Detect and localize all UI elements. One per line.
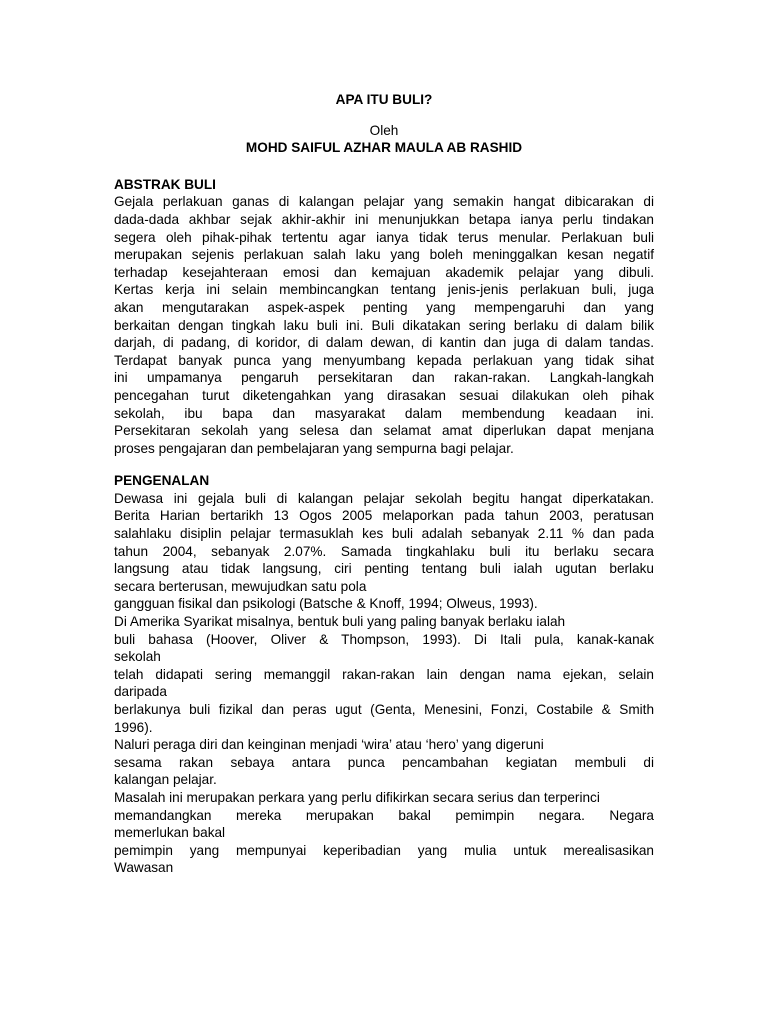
text-line: pencegahan turut diketengahkan yang dirasakan sesuai dilakukan oleh pihak [114,387,654,403]
text-line: dada-dada akhbar sejak akhir-akhir ini menunjukkan betapa ianya perlu tindakan [114,211,654,227]
text-line: sesama rakan sebaya antara punca pencambahan kegiatan membuli di [114,754,654,770]
text-line: Naluri peraga diri dan keinginan menjadi ‘wira’ atau ‘hero’ yang digeruni [114,737,544,753]
text-line: terhadap kesejahteraan emosi dan kemajuan akademik pelajar yang dibuli. [114,264,654,280]
abstract-paragraph [114,193,654,457]
text-line: langsung atau tidak langsung, ciri penting tentang buli ialah ugutan berlaku [114,561,654,577]
text-line: Terdapat banyak punca yang menyumbang kepada perlakuan yang tidak sihat [114,352,654,368]
byline: Oleh [369,122,399,138]
text-line: berkaitan dengan tingkah laku buli ini. Buli dikatakan sering berlaku di dalam bilik [114,317,654,333]
section-heading-abstract: ABSTRAK BULI [114,176,216,192]
text-line: berlakunya buli fizikal dan peras ugut (Genta, Menesini, Fonzi, Costabile & Smith [114,702,654,717]
text-line: Berita Harian bertarikh 13 Ogos 2005 melaporkan pada tahun 2003, peratusan [114,508,654,524]
text-line: memandangkan mereka merupakan bakal pemimpin negara. Negara [114,807,654,823]
text-line: sekolah, ibu bapa dan masyarakat dalam membendung keadaan ini. [114,405,654,421]
text-line: ini umpamanya pengaruh persekitaran dan rakan-rakan. Langkah-langkah [114,370,654,386]
text-line: Masalah ini merupakan perkara yang perlu difikirkan secara serius dan terperinci [114,789,600,805]
author-name: MOHD SAIFUL AZHAR MAULA AB RASHID [245,140,523,156]
text-line: Dewasa ini gejala buli di kalangan pelajar sekolah begitu hangat diperkatakan. [114,490,654,506]
section-introduction [114,472,654,877]
text-line: gangguan fisikal dan psikologi (Batsche & Knoff, 1994; Olweus, 1993). [114,596,538,612]
text-line: memerlukan bakal [114,825,226,841]
text-line: telah didapati sering memanggil rakan-rakan lain dengan nama ejekan, selain [114,666,654,682]
text-line: daripada [114,684,167,700]
text-line: Kertas kerja ini selain membincangkan tentang jenis-jenis perlakuan buli, juga [114,282,654,298]
text-line: pemimpin yang mempunyai keperibadian yang mulia untuk merealisasikan [114,842,654,858]
text-line: 1996). [114,719,153,735]
document-title: APA ITU BULI? [335,92,433,107]
text-line: sekolah [114,649,161,665]
document-content [114,91,654,892]
text-line: secara berterusan, mewujudkan satu pola [114,578,367,594]
text-line: proses pengajaran dan pembelajaran yang sempurna bagi pelajar. [114,440,514,456]
text-line: Persekitaran sekolah yang selesa dan selamat amat diperlukan dapat menjana [114,423,654,439]
section-abstract [114,176,654,458]
text-line: tahun 2004, sebanyak 2.07%. Samada tingkahlaku buli itu berlaku secara [114,543,654,559]
text-line: kalangan pelajar. [114,772,217,788]
text-line: buli bahasa (Hoover, Oliver & Thompson, 1993). Di Itali pula, kanak-kanak [114,631,654,647]
text-line: Gejala perlakuan ganas di kalangan pelajar yang semakin hangat dibicarakan di [114,194,654,210]
text-line: segera oleh pihak-pihak tertentu agar ianya tidak terus menular. Perlakuan buli [114,229,654,245]
text-line: merupakan sejenis perlakuan salah laku yang boleh meninggalkan kesan negatif [114,247,654,263]
text-line: salahlaku disiplin pelajar termasuklah kes buli adalah sebanyak 2.11 % dan pada [114,526,654,542]
text-line: akan mengutarakan aspek-aspek penting yang mempengaruhi dan yang [114,299,654,315]
text-line: Wawasan [114,860,174,876]
text-line: darjah, di padang, di koridor, di dalam dewan, di kantin dan juga di dalam tandas. [114,335,654,351]
text-line: Di Amerika Syarikat misalnya, bentuk buli yang paling banyak berlaku ialah [114,614,566,630]
introduction-paragraph [114,490,654,877]
section-heading-introduction: PENGENALAN [114,473,210,489]
